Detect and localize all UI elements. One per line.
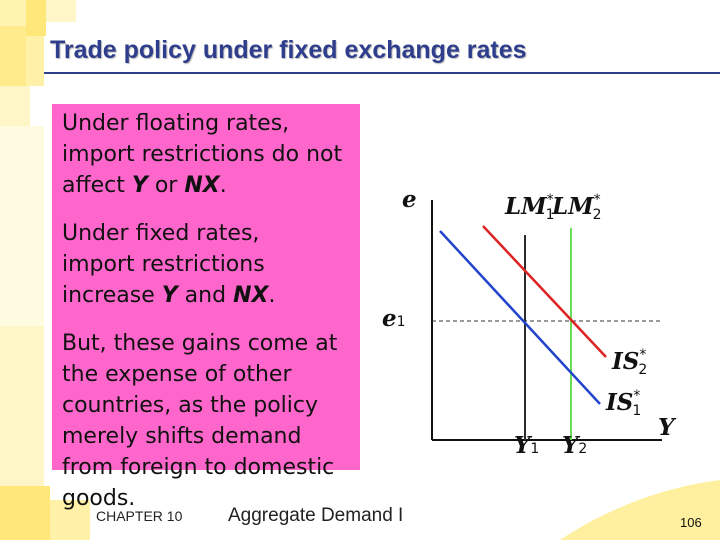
lm1-label: $LM^*_1$ — [505, 192, 555, 223]
para-floating-line-2: import restrictions do not — [62, 142, 343, 167]
e1-label: e1 — [382, 305, 406, 332]
y-axis-label: e — [402, 186, 417, 213]
para-floating-line-3: affect Y or NX. — [62, 173, 227, 198]
para-gains-line-6: goods. — [62, 486, 136, 511]
para-gains-line-3: countries, as the policy — [62, 393, 319, 418]
para-gains-line-2: the expense of other — [62, 362, 292, 387]
lm2-label: $LM^*_2$ — [552, 192, 602, 223]
para-fixed-line-3: increase Y and NX. — [62, 283, 276, 308]
is1-label: $IS^*_1$ — [606, 388, 642, 419]
y1-label: Y1 — [514, 432, 540, 459]
para-gains-line-4: merely shifts demand — [62, 424, 302, 449]
footer-chapter: CHAPTER 10 — [96, 508, 183, 524]
footer-topic: Aggregate Demand I — [228, 505, 404, 526]
para-gains-line-5: from foreign to domestic — [62, 455, 335, 480]
para-floating-line-1: Under floating rates, — [62, 111, 290, 136]
slide-title: Trade policy under fixed exchange rates — [50, 36, 527, 64]
para-fixed-line-2: import restrictions — [62, 252, 265, 277]
page-number: 106 — [680, 515, 702, 530]
para-gains-line-1: But, these gains come at — [62, 331, 338, 356]
is2-label: $IS^*_2$ — [612, 347, 648, 378]
y2-label: Y2 — [562, 432, 588, 459]
x-axis-label: Y — [658, 414, 675, 441]
para-fixed-line-1: Under fixed rates, — [62, 221, 260, 246]
